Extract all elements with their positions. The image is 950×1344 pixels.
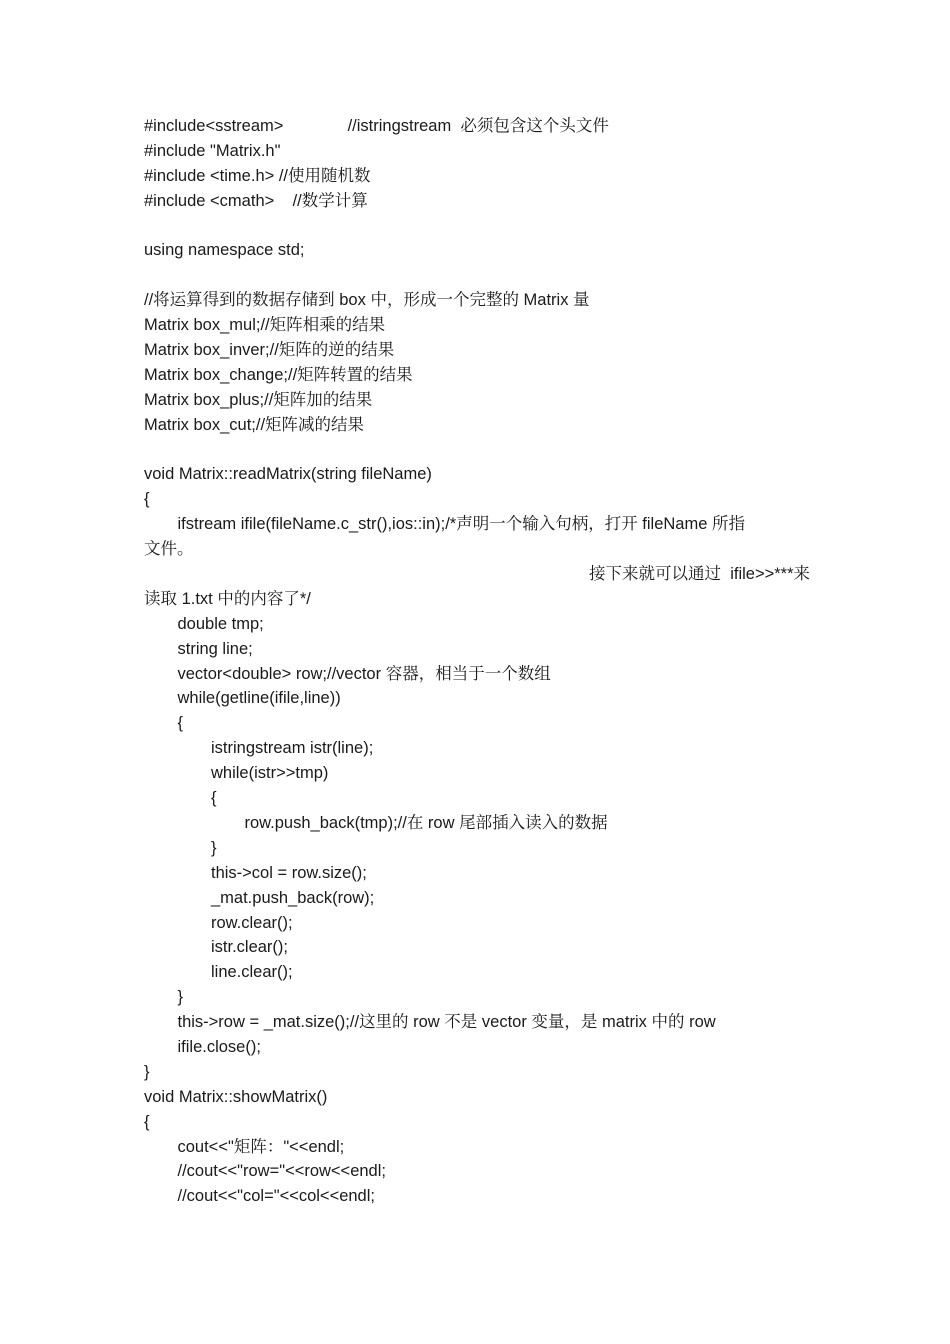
code-line: #include <time.h> //使用随机数: [144, 166, 371, 185]
code-line: {: [144, 490, 150, 509]
code-line: }: [144, 1062, 150, 1081]
code-line: line.clear();: [211, 963, 293, 982]
code-line: }: [211, 838, 217, 857]
code-line: Matrix box_cut;//矩阵减的结果: [144, 415, 365, 434]
blank-line: [144, 438, 810, 463]
code-line: Matrix box_plus;//矩阵加的结果: [144, 390, 373, 409]
code-line: this->row = _mat.size();//这里的 row 不是 vector 变量，是 matrix 中的 row: [177, 1013, 716, 1032]
code-line: ifile.close();: [177, 1037, 261, 1056]
code-line: cout<<"矩阵："<<endl;: [177, 1137, 345, 1156]
blank-line: [144, 263, 810, 288]
code-line: Matrix box_change;//矩阵转置的结果: [144, 365, 413, 384]
code-line: {: [211, 789, 217, 808]
code-line: void Matrix::showMatrix(): [144, 1087, 328, 1106]
code-line: string line;: [177, 639, 253, 658]
code-line: row.clear();: [211, 913, 293, 932]
code-line: //cout<<"row="<<row<<endl;: [177, 1162, 386, 1181]
code-line: {: [177, 714, 184, 733]
code-line: 读取 1.txt 中的内容了*/: [144, 589, 311, 608]
code-line: 文件。: [144, 540, 194, 559]
code-listing: [144, 114, 810, 1209]
code-line: Matrix box_mul;//矩阵相乘的结果: [144, 316, 386, 335]
code-line: #include <cmath> //数学计算: [144, 191, 368, 210]
code-line: while(getline(ifile,line)): [177, 689, 341, 708]
code-line: void Matrix::readMatrix(string fileName): [144, 465, 432, 484]
code-line: Matrix box_inver;//矩阵的逆的结果: [144, 341, 395, 360]
code-line: #include<sstream> //istringstream 必须包含这个头文件: [144, 117, 609, 135]
code-line: double tmp;: [177, 614, 264, 633]
code-line: this->col = row.size();: [211, 863, 367, 882]
code-line: row.push_back(tmp);//在 row 尾部插入读入的数据: [244, 813, 608, 832]
code-line: }: [177, 988, 184, 1007]
code-line: ifstream ifile(fileName.c_str(),ios::in);/*声明一个输入句柄，打开 fileName 所指: [177, 515, 745, 534]
code-line: {: [144, 1112, 150, 1131]
code-line: 接下来就可以通过 ifile>>***来: [589, 565, 810, 584]
blank-line: [144, 214, 810, 239]
code-line: //将运算得到的数据存储到 box 中，形成一个完整的 Matrix 量: [144, 291, 590, 310]
code-line: //cout<<"col="<<col<<endl;: [177, 1187, 375, 1206]
code-line: using namespace std;: [144, 241, 305, 260]
code-line: #include "Matrix.h": [144, 141, 281, 160]
code-line: _mat.push_back(row);: [211, 888, 375, 907]
code-line: istringstream istr(line);: [211, 739, 374, 758]
code-line: while(istr>>tmp): [211, 764, 329, 783]
code-line: vector<double> row;//vector 容器，相当于一个数组: [177, 664, 551, 683]
code-line: istr.clear();: [211, 938, 289, 957]
